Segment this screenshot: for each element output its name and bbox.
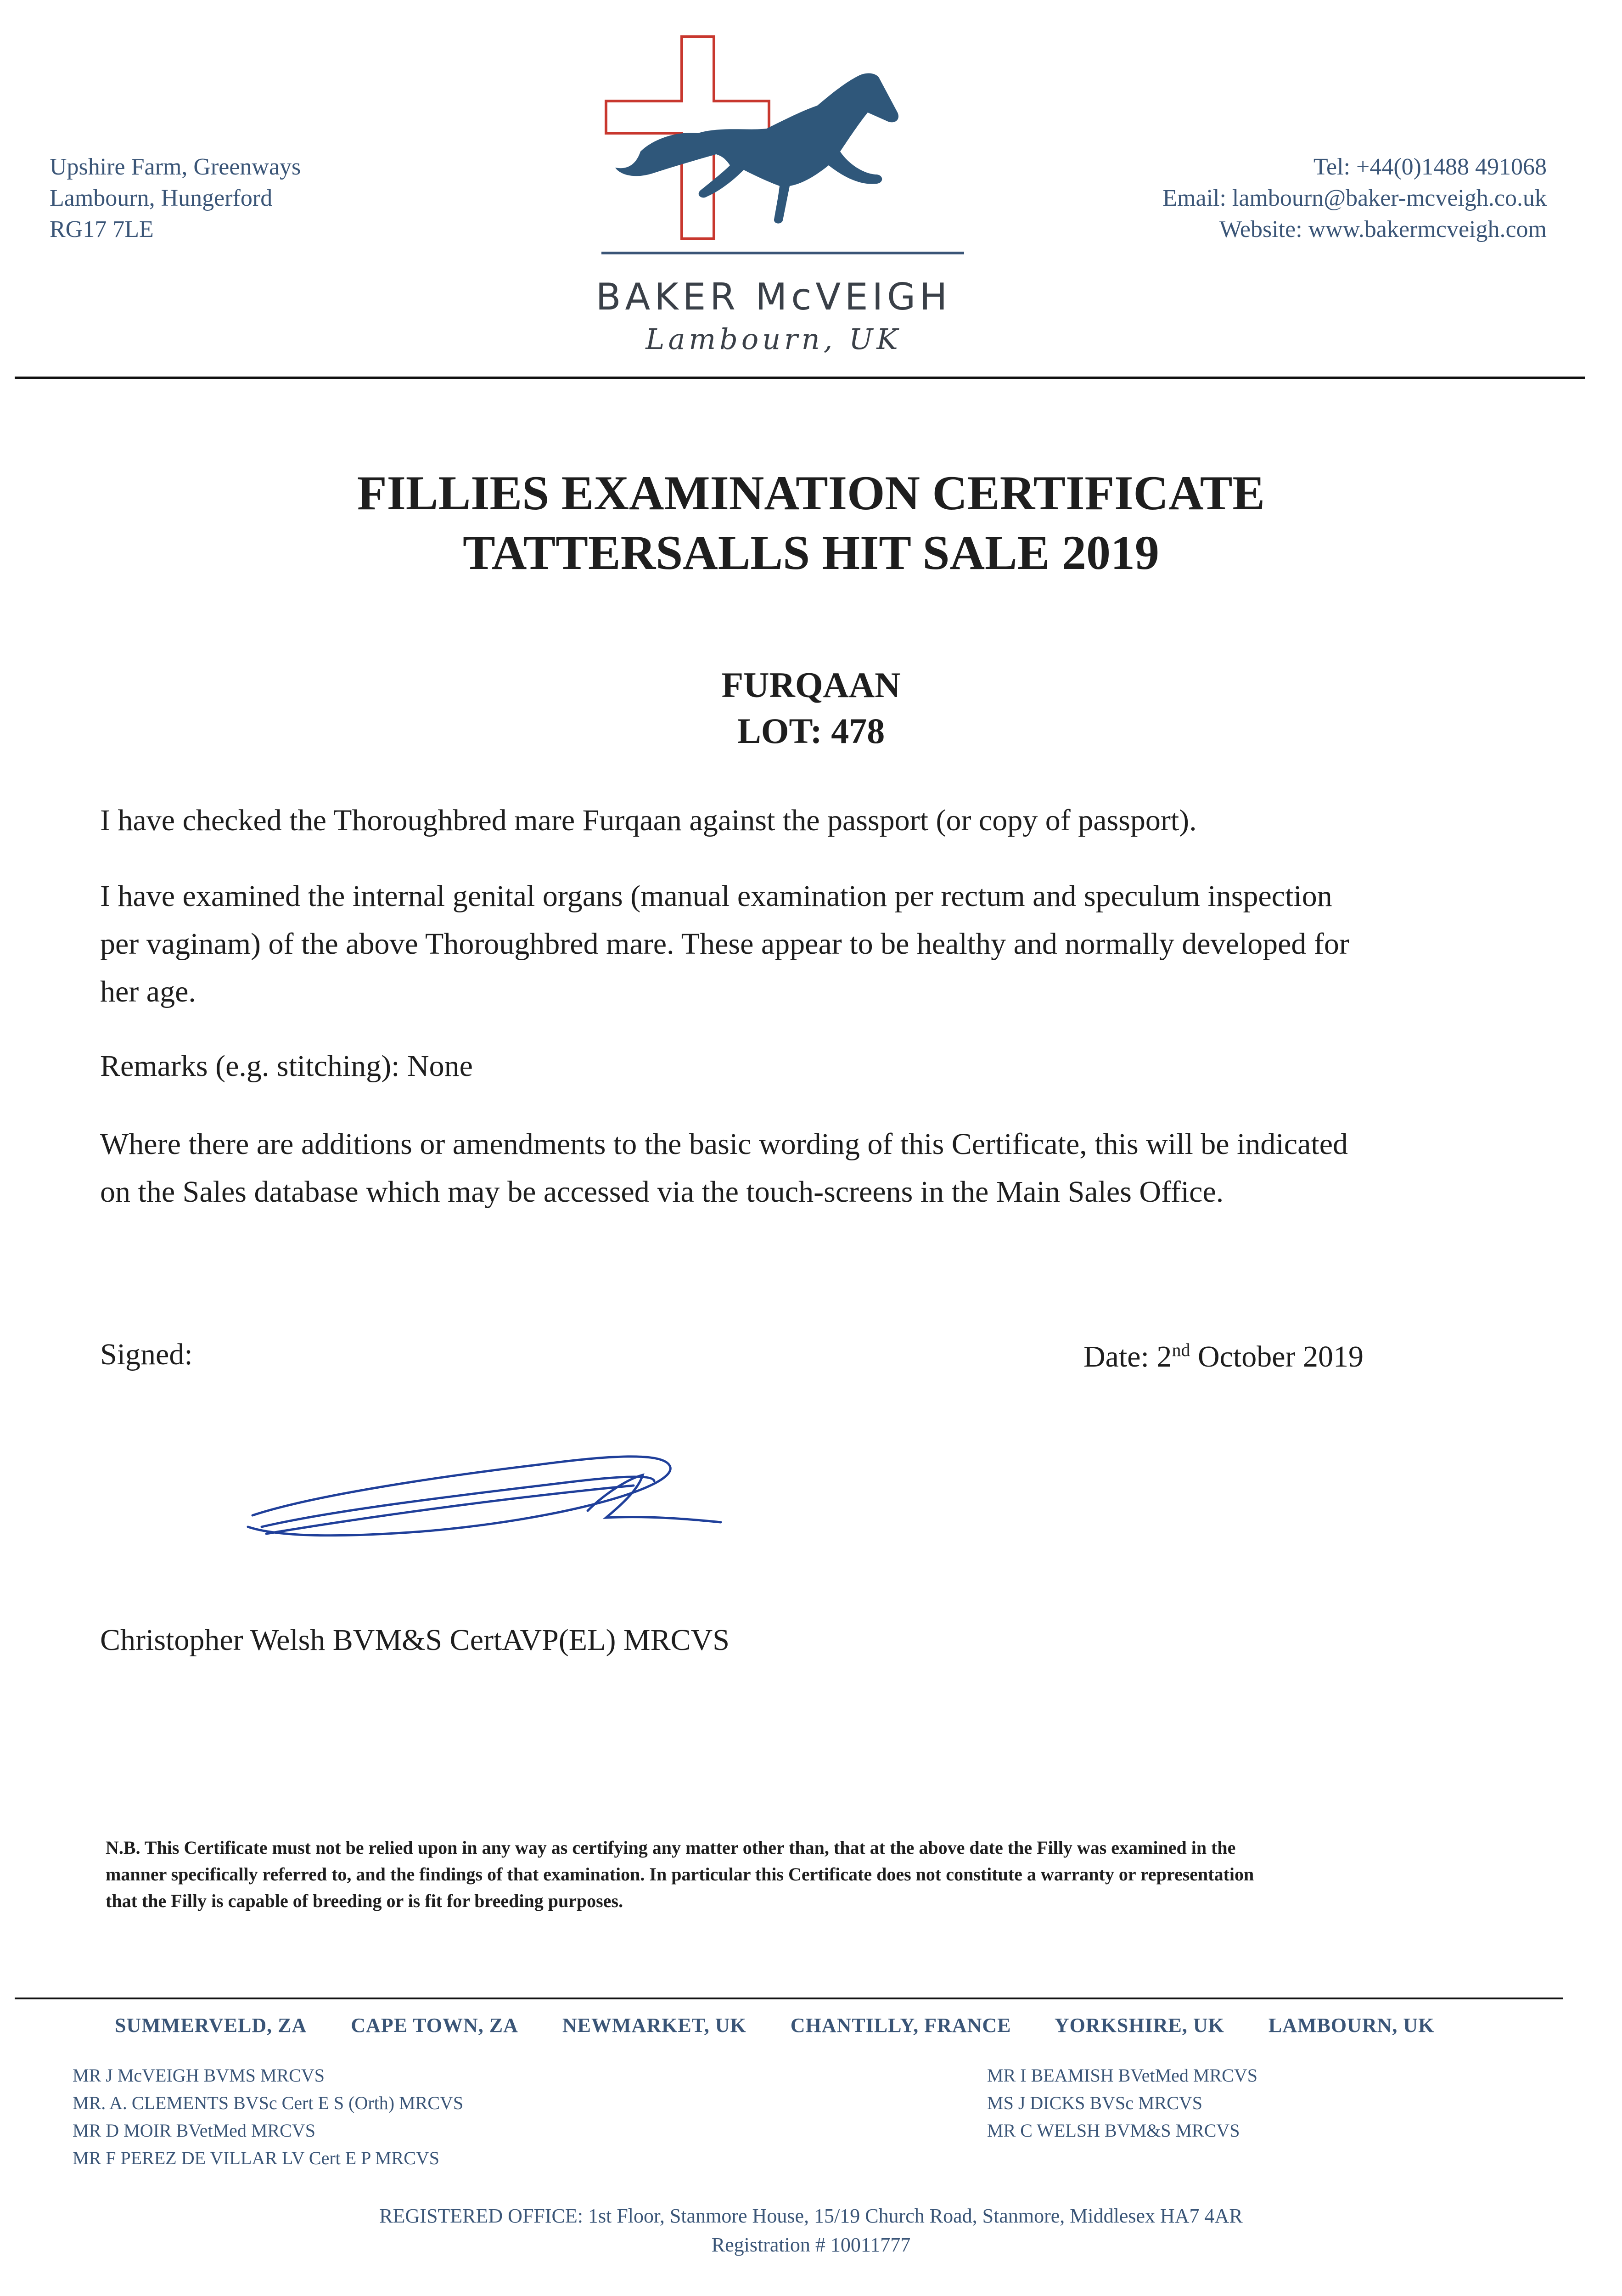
disclaimer-line: manner specifically referred to, and the findings of that examination. In particular this Certificate does not constitute a warranty or representation	[106, 1864, 1254, 1885]
logo-underline	[601, 252, 964, 254]
date-ordinal: nd	[1172, 1339, 1190, 1360]
vet-name: MR. A. CLEMENTS BVSc Cert E S (Orth) MRCVS	[73, 2093, 464, 2113]
date-prefix: Date: 2	[1083, 1340, 1172, 1373]
examination-line: I have examined the internal genital organs (manual examination per rectum and speculum inspection	[100, 879, 1332, 913]
address-line: Lambourn, Hungerford	[50, 185, 273, 211]
location-item: CAPE TOWN, ZA	[351, 2014, 518, 2037]
lot-number: LOT: 478	[737, 711, 885, 751]
certificate-title: FILLIES EXAMINATION CERTIFICATE	[357, 466, 1265, 520]
date-rest: October 2019	[1190, 1340, 1364, 1373]
contact-website: Website: www.bakermcveigh.com	[1219, 216, 1547, 242]
practice-locations	[115, 2014, 1473, 2037]
contact-phone: Tel: +44(0)1488 491068	[1313, 154, 1547, 180]
location-item: NEWMARKET, UK	[562, 2014, 746, 2037]
vet-name: MR C WELSH BVM&S MRCVS	[987, 2120, 1240, 2141]
address-line: RG17 7LE	[50, 216, 154, 242]
vet-name: MR F PEREZ DE VILLAR LV Cert E P MRCVS	[73, 2148, 440, 2168]
signature	[239, 1446, 767, 1561]
address-block	[50, 152, 301, 245]
contact-block	[1162, 152, 1547, 245]
vet-name: MR J McVEIGH BVMS MRCVS	[73, 2065, 325, 2086]
disclaimer	[106, 1835, 1487, 1914]
signed-label: Signed:	[100, 1338, 193, 1371]
amendments-line: Where there are additions or amendments to the basic wording of this Certificate, this will be indicated	[100, 1127, 1348, 1161]
brand-location: Lambourn, UK	[645, 322, 902, 356]
address-line: Upshire Farm, Greenways	[50, 154, 301, 180]
certificate-date	[1083, 1326, 1364, 1381]
footer-rule	[15, 1998, 1563, 1999]
brand-name: BAKER McVEIGH	[595, 276, 952, 318]
signatory-name: Christopher Welsh BVM&S CertAVP(EL) MRCVS	[100, 1623, 730, 1657]
vet-name: MR I BEAMISH BVetMed MRCVS	[987, 2065, 1257, 2086]
remarks-text: Remarks (e.g. stitching): None	[100, 1049, 473, 1083]
sale-title: TATTERSALLS HIT SALE 2019	[463, 526, 1159, 580]
header-rule	[15, 377, 1585, 379]
location-item: SUMMERVELD, ZA	[115, 2014, 307, 2037]
examination-paragraph	[100, 872, 1477, 1016]
location-item: CHANTILLY, FRANCE	[790, 2014, 1011, 2037]
amendments-paragraph	[100, 1120, 1477, 1216]
disclaimer-line: N.B. This Certificate must not be relied upon in any way as certifying any matter other than, that at the above date the Filly was examined in the	[106, 1837, 1236, 1858]
vets-right-column	[987, 2062, 1257, 2144]
amendments-line: on the Sales database which may be accessed via the touch-screens in the Main Sales Office.	[100, 1175, 1224, 1209]
examination-line: per vaginam) of the above Thoroughbred mare. These appear to be healthy and normally developed for	[100, 927, 1349, 961]
vet-name: MR D MOIR BVetMed MRCVS	[73, 2120, 315, 2141]
location-item: LAMBOURN, UK	[1268, 2014, 1435, 2037]
horse-name: FURQAAN	[721, 665, 901, 705]
registration-number: Registration # 10011777	[711, 2234, 911, 2256]
disclaimer-line: that the Filly is capable of breeding or is fit for breeding purposes.	[106, 1891, 623, 1911]
location-item: YORKSHIRE, UK	[1054, 2014, 1224, 2037]
horse-icon	[615, 73, 898, 224]
vet-name: MS J DICKS BVSc MRCVS	[987, 2093, 1203, 2113]
vets-left-column	[73, 2062, 463, 2172]
passport-check-text: I have checked the Thoroughbred mare Furqaan against the passport (or copy of passport).	[100, 804, 1197, 837]
registered-office: REGISTERED OFFICE: 1st Floor, Stanmore House, 15/19 Church Road, Stanmore, Middlesex HA7 4AR	[379, 2205, 1243, 2227]
contact-email: Email: lambourn@baker-mcveigh.co.uk	[1162, 185, 1547, 211]
examination-line: her age.	[100, 975, 196, 1008]
